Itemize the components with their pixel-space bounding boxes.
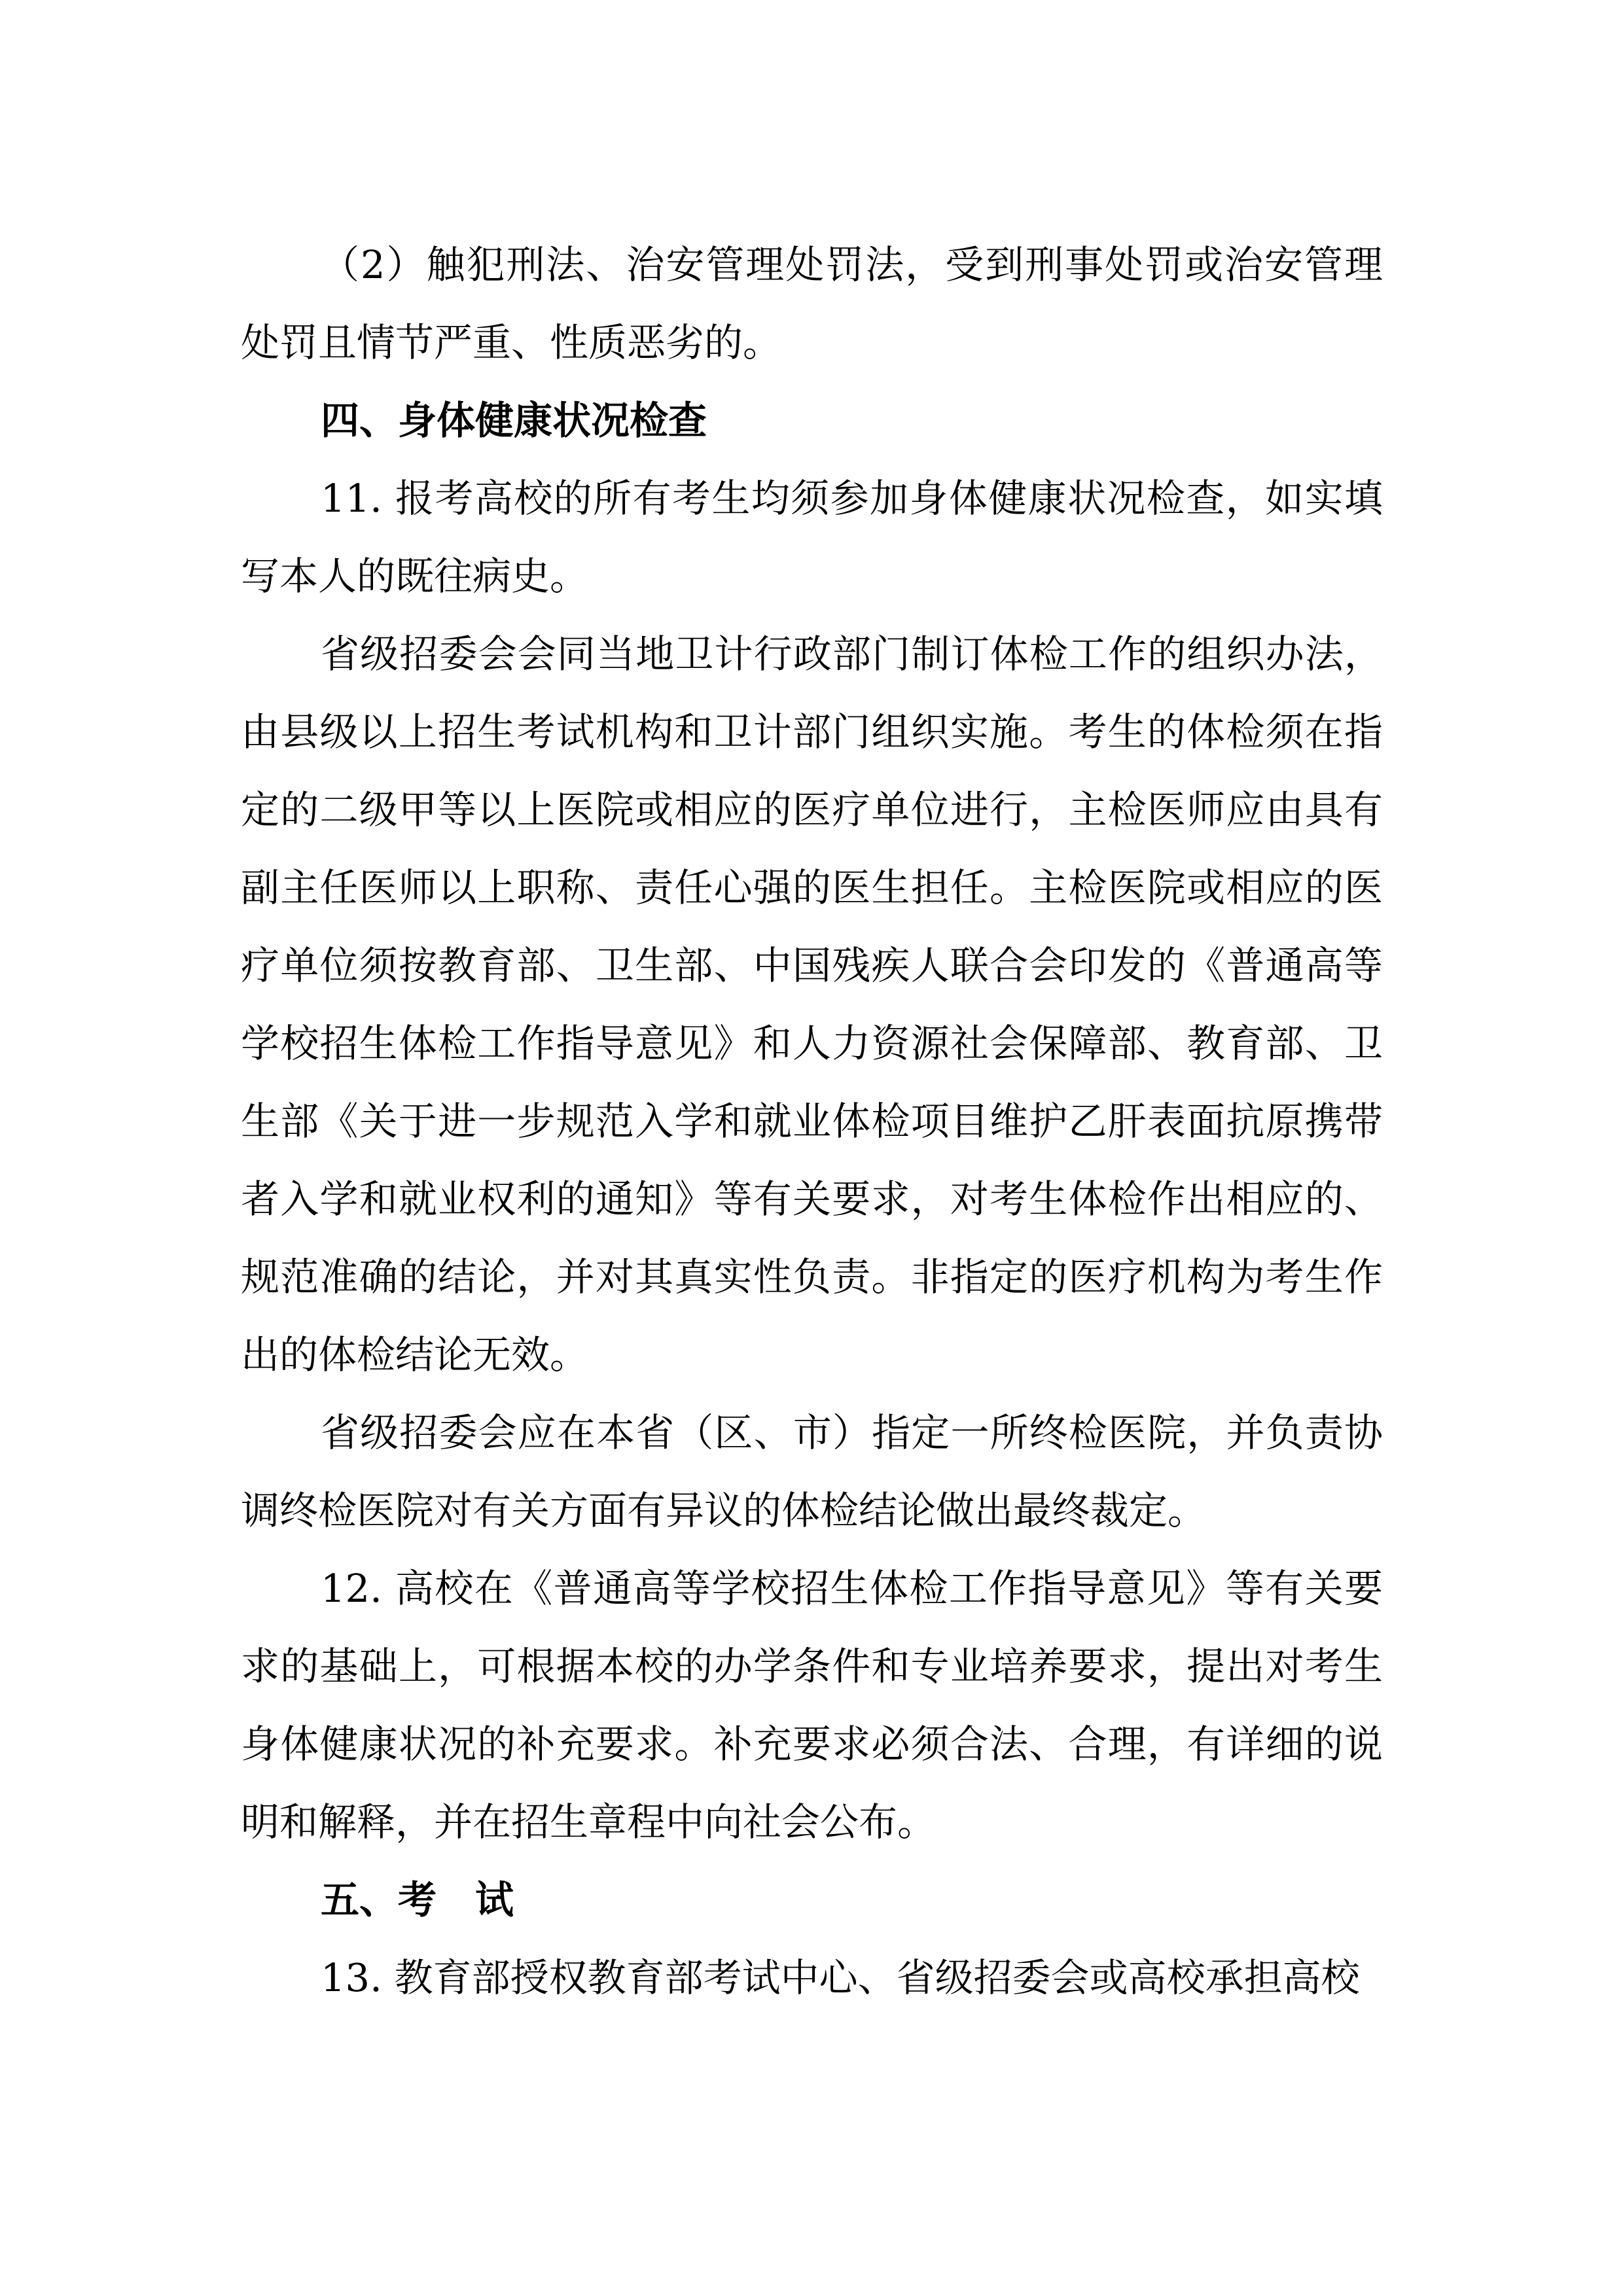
section-heading-health-check: 四、身体健康状况检查 — [321, 398, 707, 443]
paragraph-item-13: 13. 教育部授权教育部考试中心、省级招委会或高校承担高校 — [321, 1955, 1360, 2000]
paragraph-health-check-organization: 省级招委会会同当地卫计行政部门制订体检工作的组织办法，由县级以上招生考试机构和卫计部门组织实施。考生的体检须在指定的二级甲等以上医院或相应的医疗单位进行，主检医师应由具有副主任医师以上职称、责任心强的医生担任。主检医院或相应的医疗单位须按教育部、卫生部、中国残疾人联合会印发的《普通高等学校招生体检工作指导意见》和人力资源社会保障部、教育部、卫生部《关于进一步规范入学和就业体检项目维护乙肝表面抗原携带者入学和就业权利的通知》等有关要求，对考生体检作出相应的、规范准确的结论，并对其真实性负责。非指定的医疗机构为考生作出的体检结论无效。 — [241, 631, 1383, 1377]
section-heading-exam: 五、考 试 — [321, 1877, 514, 1922]
paragraph-item-12: 12. 高校在《普通高等学校招生体检工作指导意见》等有关要求的基础上，可根据本校的办学条件和专业培养要求，提出对考生身体健康状况的补充要求。补充要求必须合法、合理，有详细的说明和解释，并在招生章程中向社会公布。 — [241, 1566, 1383, 1845]
paragraph-public-security-clause: （2）触犯刑法、治安管理处罚法，受到刑事处罚或治安管理处罚且情节严重、性质恶劣的。 — [241, 242, 1383, 365]
document-body — [241, 226, 1383, 2017]
paragraph-final-check-hospital: 省级招委会应在本省（区、市）指定一所终检医院，并负责协调终检医院对有关方面有异议的体检结论做出最终裁定。 — [241, 1410, 1383, 1533]
paragraph-item-11: 11. 报考高校的所有考生均须参加身体健康状况检查，如实填写本人的既往病史。 — [241, 476, 1383, 599]
